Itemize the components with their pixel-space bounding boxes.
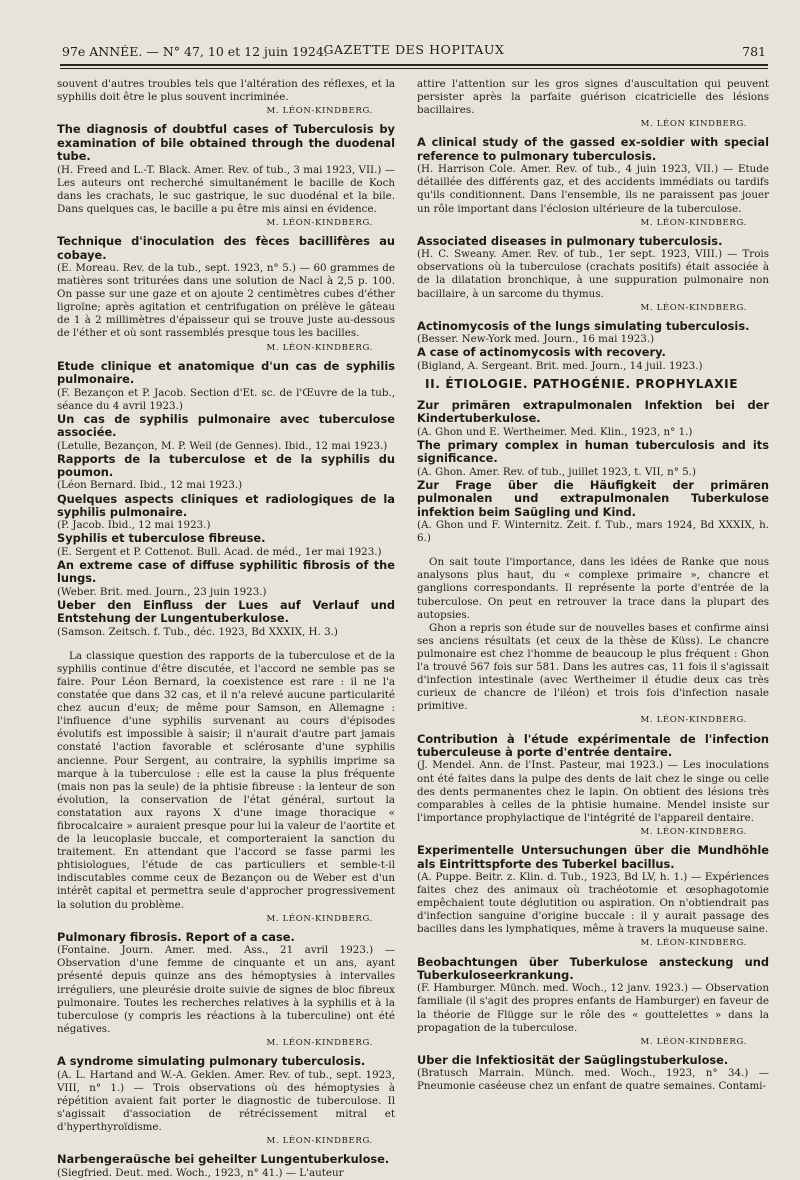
synthesis-article: [57, 650, 395, 926]
article-title: Experimentelle Untersuchungen über die Mundhöhle als Eintrittspforte des Tuberkel bacillus.: [417, 843, 769, 871]
article-title: Syphilis et tuberculose fibreuse.: [57, 531, 266, 546]
article-reference: (Samson. Zeitsch. f. Tub., déc. 1923, Bd XXXIX, H. 3.): [57, 625, 338, 638]
article-title: Quelques aspects cliniques et radiologiques de la syphilis pulmonaire.: [57, 491, 395, 519]
article-reference: (E. Sergent et P. Cottenot. Bull. Acad. de méd., 1er mai 1923.): [57, 545, 382, 558]
page-header: [62, 40, 766, 62]
author-signature: M. LÉON KINDBERG.: [640, 119, 747, 130]
author-signature: M. LÉON-KINDBERG.: [640, 826, 747, 837]
article-reference: (Weber. Brit. med. Journ., 23 juin 1923.): [57, 585, 267, 598]
article-title: Beobachtungen über Tuberkulose ansteckung und Tuberkuloseerkrankung.: [417, 954, 769, 982]
synthesis-article: [417, 556, 769, 727]
left-column: [57, 78, 395, 1179]
abstract-infant-tuberculosis: [417, 1054, 769, 1094]
reference-group-syphilis: [57, 360, 395, 639]
article-title: Ueber den Einfluss der Lues auf Verlauf und Entstehung der Lungentuberkulose.: [57, 597, 395, 626]
article-title: Technique d'inoculation des fèces bacillifères au cobaye.: [57, 234, 395, 262]
article-body: (Siegfried. Deut. med. Woch., 1923, n° 41.) — L'auteur: [57, 1166, 344, 1179]
abstract-syndrome-simulating: [57, 1055, 395, 1148]
article-body: (A. L. Hartand and W.-A. Geklen. Amer. Rev. of tub., sept. 1923, VIII, n° 1.) — Trois observations où des hémoptysies à répétition avaient fait porter le diagnostic de tuberculose. Il s'agissait d'association de rétrécissement mitral et d'hyperthyroïdisme.: [57, 1068, 395, 1133]
article-body: (A. Puppe. Beitr. z. Klin. d. Tub., 1923, Bd LV, h. 1.) — Expériences faites chez des animaux où trachéotomie et œsophagotomie empêchaient toute déglutition ou aspiration. On n'obtiendrait pas d'infection sanguine d'origine buccale : il y aurait passage des bacilles dans les lymphatiques, même à travers la muqueuse saine.: [417, 870, 769, 936]
article-reference: (A. Ghon. Amer. Rev. of tub., juillet 1923, t. VII, n° 5.): [417, 465, 696, 478]
article-body: (H. C. Sweany. Amer. Rev. of tub., 1er sept. 1923, VIII.) — Trois observations où la tuberculose (crachats positifs) était associée à de la dilatation bronchique, à une suppuration pulmonaire non bacillaire, à un sarcome du thymus.: [417, 248, 769, 300]
author-signature: M. LÉON-KINDBERG.: [266, 342, 373, 353]
article-title: Un cas de syphilis pulmonaire avec tuberculose associée.: [57, 411, 395, 440]
article-body: (Bratusch Marrain. Münch. med. Woch., 1923, n° 34.) — Pneumonie caséeuse chez un enfant de quatre semaines. Contami-: [417, 1067, 769, 1093]
abstract-associated-diseases: [417, 235, 769, 315]
abstract-feces-inoculation: [57, 235, 395, 355]
abstract-mouth-entry: [417, 844, 769, 950]
header-rule-thin: [60, 68, 768, 69]
article-reference: (Besser. New-York med. Journ., 16 mai 1923.): [417, 333, 655, 346]
continued-article: [417, 78, 769, 131]
page-number: 781: [742, 44, 766, 59]
author-signature: M. LÉON-KINDBERG.: [266, 913, 373, 924]
section-heading: II. ÉTIOLOGIE. PATHOGÉNIE. PROPHYLAXIE: [425, 376, 739, 391]
article-title: Contribution à l'étude expérimentale de l'infection tuberculeuse à porte d'entrée dentaire.: [417, 731, 769, 760]
article-body: souvent d'autres troubles tels que l'altération des réflexes, et la syphilis doit être le plus souvent incriminée.: [57, 78, 395, 104]
author-signature: M. LÉON-KINDBERG.: [266, 217, 373, 228]
article-title: Uber die Infektiosität der Saüglingstuberkulose.: [417, 1052, 729, 1067]
article-body: (H. Freed and L.-T. Black. Amer. Rev. of tub., 3 mai 1923, VII.) — Les auteurs ont recherché simultanément le bacille de Koch dans les crachats, le suc gastrique, le suc duodénal et la bile. Dans quelques cas, le bacille a pu être mis ainsi en évidence.: [57, 163, 395, 215]
article-title: The diagnosis of doubtful cases of Tuberculosis by examination of bile obtained through the duodenal tube.: [57, 122, 395, 164]
article-body: (E. Moreau. Rev. de la tub., sept. 1923, n° 5.) — 60 grammes de matières sont triturées dans une solution de Nacl à 2,5 p. 100. On passe sur une gaze et on ajoute 2 centimètres cubes d'éther ligroïne; après agitation et centrifugation on prélève le gâteau de 1 à 2 millimètres d'épaisseur qui se trouve juste au-dessous de l'éther et où sont rassemblés presque tous les bacilles.: [57, 262, 395, 340]
author-signature: M. LÉON-KINDBERG.: [266, 106, 373, 117]
article-title: Pulmonary fibrosis. Report of a case.: [57, 929, 295, 944]
abstract-duodenal-bile: [57, 123, 395, 230]
article-body: On sait toute l'importance, dans les idées de Ranke que nous analysons plus haut, du « complexe primaire », chancre et ganglions correspondants. Il représente la porte d'entrée de la tuberculose. On peut en retrouver la trace dans la plupart des autopsies.: [417, 556, 769, 621]
abstract-contagion: [417, 956, 769, 1049]
article-title: Zur primären extrapulmonalen Infektion bei der Kindertuberkulose.: [417, 398, 769, 426]
article-title: Etude clinique et anatomique d'un cas de syphilis pulmonaire.: [57, 358, 395, 387]
article-title: Zur Frage über die Häufigkeit der primären pulmonalen und extrapulmonalen Tuberkulose infektion beim Saügling und Kind.: [417, 477, 769, 519]
author-signature: M. LÉON-KINDBERG.: [640, 715, 747, 726]
article-reference: (A. Ghon und E. Wertheimer. Med. Klin., 1923, n° 1.): [417, 425, 693, 438]
article-title: Actinomycosis of the lungs simulating tuberculosis.: [417, 318, 750, 333]
article-title: A case of actinomycosis with recovery.: [417, 345, 666, 360]
article-title: Narbengeraüsche bei geheilter Lungentuberkulose.: [57, 1152, 390, 1167]
abstract-dental-entry: [417, 733, 769, 839]
reference-group-actinomycosis: [417, 320, 769, 373]
article-reference: (Bigland, A. Sergeant. Brit. med. Journ., 14 juil. 1923.): [417, 359, 703, 372]
article-body: (Fontaine. Journ. Amer. med. Ass., 21 avril 1923.) — Observation d'une femme de cinquante et un ans, ayant présenté depuis quinze ans des hémoptysies à intervalles irréguliers, une pleurésie droite suivie de signes de bloc fibreux pulmonaire. Toutes les recherches relatives à la syphilis et à la tuberculose (y compris les réactions à la tuberculine) ont été négatives.: [57, 944, 395, 1035]
article-body: (J. Mendel. Ann. de l'Inst. Pasteur, mai 1923.) — Les inoculations ont été faites dans la pulpe des dents de lait chez le singe ou celle des dents permanentes chez le lapin. On obtient des lésions très comparables à celles de la phtisie humaine. Mendel insiste sur l'importance prophylactique de l'intégrité de l'appareil dentaire.: [417, 759, 769, 824]
article-body: (F. Hamburger. Münch. med. Woch., 12 janv. 1923.) — Observation familiale (il s'agit des propres enfants de Hamburger) en faveur de la théorie de Flügge sur le rôle des « gouttelettes » dans la propagation de la tuberculose.: [417, 982, 769, 1034]
abstract-narbengerausche: [57, 1153, 395, 1180]
continued-article: [57, 78, 395, 118]
article-reference: (A. Ghon und F. Winternitz. Zeit. f. Tub., mars 1924, Bd XXXIX, h. 6.): [417, 519, 769, 545]
article-body: La classique question des rapports de la tuberculose et de la syphilis continue d'être discutée, et l'accord ne semble pas se faire. Pour Léon Bernard, la coexistence est rare : il ne l'a constatée que dans 32 cas, et il n'a relevé aucune particularité chez aucun d'eux; de même pour Samson, en Allemagne : l'influence d'une syphilis survenant au cours d'épisodes évolutifs est impossible à saisir; il n'aurait d'autre part jamais constaté l'action favorable et sclérosante d'une syphilis ancienne. Pour Sergent, au contraire, la syphilis imprime sa marque à la tuberculose : elle est la cause la plus fréquente (mais non pas la seule) de la phtisie fibreuse : la lenteur de son évolution, la conservation de l'état général, surtout la constatation aux rayons X d'une image thoracique « fibrocalcaire » auraient presque pour lui la valeur de l'aortite et de la leucoplasie buccale, et comporteraient la sanction du traitement. En attendant que l'accord se fasse parmi les phtisiologues, l'étude de cas particuliers et semble-t-il indiscutables comme ceux de Bezançon ou de Weber est d'un intérêt capital et permettra seule d'approcher progressivement la solution du problème.: [57, 649, 395, 911]
author-signature: M. LÉON-KINDBERG.: [640, 938, 747, 949]
reference-group-primary-complex: [417, 399, 769, 545]
author-signature: M. LÉON-KINDBERG.: [640, 1036, 747, 1047]
issue-info: 97e ANNÉE. — N° 47, 10 et 12 juin 1924.: [62, 44, 328, 59]
article-reference: (Léon Bernard. Ibid., 12 mai 1923.): [57, 479, 243, 492]
article-title: A syndrome simulating pulmonary tuberculosis.: [57, 1054, 366, 1069]
right-column: [417, 78, 769, 1120]
article-reference: (F. Bezançon et P. Jacob. Section d'Et. sc. de l'Œuvre de la tub., séance du 4 avril 1923.): [57, 386, 395, 412]
author-signature: M. LÉON-KINDBERG.: [266, 1136, 373, 1147]
abstract-gassed-soldier: [417, 136, 769, 229]
article-title: The primary complex in human tuberculosis and its significance.: [417, 437, 769, 466]
abstract-pulmonary-fibrosis: [57, 931, 395, 1050]
article-reference: (P. Jacob. Ibid., 12 mai 1923.): [57, 519, 211, 532]
article-reference: (Letulle, Bezançon, M. P. Weil (de Gennes). Ibid., 12 mai 1923.): [57, 439, 388, 452]
article-title: Rapports de la tuberculose et de la syphilis du poumon.: [57, 451, 395, 480]
article-body: attire l'attention sur les gros signes d'auscultation qui peuvent persister après la parfaite guérison cicatricielle des lésions bacillaires.: [417, 78, 769, 117]
journal-title: GAZETTE DES HOPITAUX: [323, 42, 505, 57]
article-body: (H. Harrison Cole. Amer. Rev. of tub., 4 juin 1923, VII.) — Etude détaillée des différents gaz, et des accidents immédiats ou tardifs qu'ils conditionnent. Dans l'ensemble, ils ne paraissent pas jouer un rôle important dans l'éclosion ultérieure de la tuberculose.: [417, 163, 769, 215]
header-rule: [60, 64, 768, 66]
author-signature: M. LÉON-KINDBERG.: [266, 1037, 373, 1048]
article-title: Associated diseases in pulmonary tuberculosis.: [417, 233, 723, 248]
article-body: Ghon a repris son étude sur de nouvelles bases et confirme ainsi ses anciens résultats (et ceux de la thèse de Küss). Le chancre pulmonaire est chez l'homme de beaucoup le plus fréquent : Ghon l'a trouvé 567 fois sur 581. Dans les autres cas, 11 fois il s'agissait d'infection intestinale (avec Wertheimer il étudie deux cas très curieux de chancre de l'iléon) et trois fois d'infection nasale primitive.: [417, 621, 769, 713]
article-title: A clinical study of the gassed ex-soldier with special reference to pulmonary tuberculosis.: [417, 135, 769, 163]
author-signature: M. LÉON-KINDBERG.: [640, 302, 747, 313]
article-title: An extreme case of diffuse syphilitic fibrosis of the lungs.: [57, 557, 395, 586]
author-signature: M. LÉON-KINDBERG.: [640, 217, 747, 228]
